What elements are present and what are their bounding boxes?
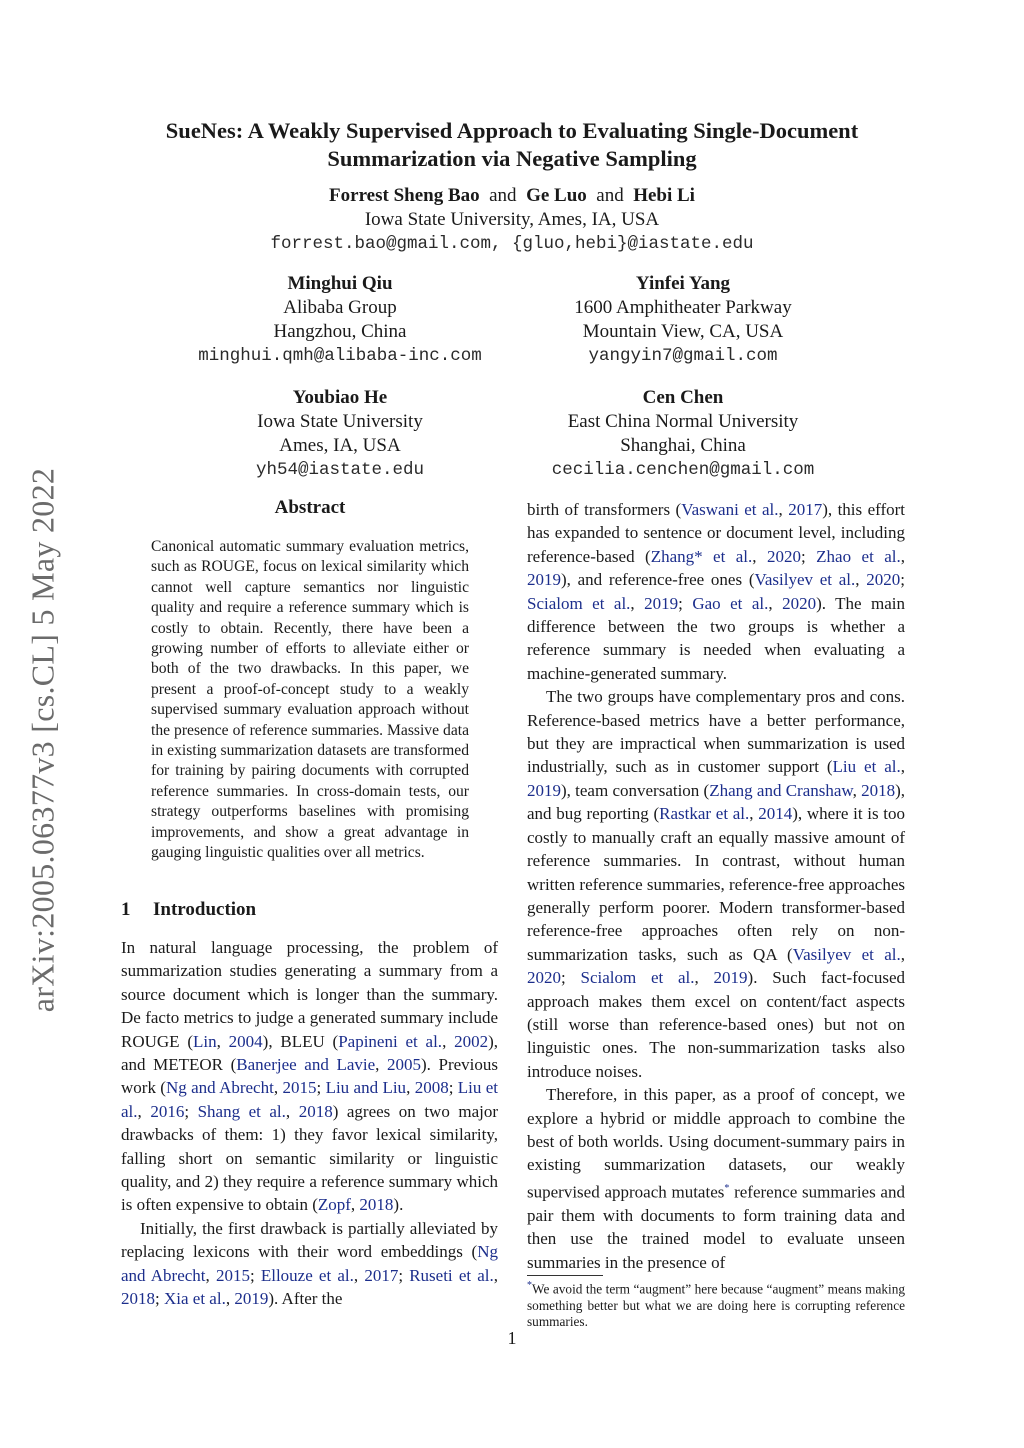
citation-link[interactable]: 2002: [454, 1031, 489, 1051]
text-run: ). Previous work (: [121, 1055, 499, 1098]
citation-link[interactable]: 2020: [527, 968, 561, 988]
citation-link[interactable]: 2015: [215, 1265, 250, 1285]
text-run: ,: [900, 757, 905, 777]
text-run: ,: [353, 1265, 365, 1285]
text-run: ), BLEU (: [262, 1031, 339, 1051]
footnote-ref[interactable]: *: [724, 1182, 730, 1194]
text-run: ;: [398, 1265, 410, 1285]
citation-link[interactable]: Ellouze et al.: [260, 1265, 354, 1285]
text-run: ,: [137, 1101, 151, 1121]
text-run: ,: [375, 1055, 387, 1075]
text-run: ;: [448, 1078, 458, 1098]
text-run: ,: [852, 780, 862, 800]
text-run: ,: [694, 968, 714, 988]
citation-link[interactable]: 2014: [758, 804, 793, 824]
paper-title: [80, 117, 944, 173]
citation-link[interactable]: 2019: [527, 570, 561, 590]
text-run: ,: [630, 593, 645, 613]
arxiv-sidebar-stamp: [24, 440, 61, 1040]
text-run: ,: [205, 1265, 216, 1285]
citation-link[interactable]: 2019: [527, 780, 561, 800]
author-name: Ge Luo: [526, 185, 587, 206]
citation-link[interactable]: 2020: [866, 570, 901, 590]
text-run: ), and reference-free ones (: [561, 570, 755, 590]
text-run: ,: [406, 1078, 415, 1098]
text-run: ,: [285, 1101, 299, 1121]
author-name: Hebi Li: [633, 185, 695, 206]
primary-affiliation: Iowa State University, Ames, IA, USA: [364, 209, 660, 230]
coauthor-affiliation: Alibaba Group: [283, 297, 397, 318]
author-name: Forrest Sheng Bao: [329, 185, 480, 206]
primary-emails: forrest.bao@gmail.com, {gluo,hebi}@iastate.edu: [270, 234, 754, 254]
citation-link[interactable]: Liu and Liu: [325, 1078, 407, 1098]
citation-link[interactable]: Vaswani et al.: [681, 500, 779, 519]
citation-link[interactable]: 2018: [861, 780, 896, 800]
text-run: ,: [900, 944, 905, 964]
text-run: ). Such fact-focused approach makes them excel on content/fact aspects (still worse than reference-based ones) but not on linguistic ones. The non-summarization tasks also introduce noises.: [527, 968, 905, 1081]
coauthor-email: yangyin7@gmail.com: [588, 346, 778, 366]
section-heading: [121, 899, 256, 921]
text-run: In natural language processing, the problem of summarization studies generating a summary from a source document which is longer than the summary. De facto metrics to judge a generated summary include ROUGE (: [121, 938, 498, 1051]
citation-link[interactable]: 2008: [414, 1078, 449, 1098]
coauthor-location: Ames, IA, USA: [279, 435, 401, 456]
text-run: ).: [393, 1195, 404, 1215]
text-run: ,: [225, 1289, 235, 1309]
coauthor-block: [463, 272, 903, 368]
coauthor-affiliation: Iowa State University: [257, 411, 423, 432]
footnote-rule: [527, 1275, 603, 1276]
right-column-body: [527, 498, 905, 1274]
citation-link[interactable]: Zhang* et al.: [650, 546, 753, 566]
coauthor-name: Minghui Qiu: [287, 273, 393, 294]
citation-link[interactable]: Ng and Abrecht: [165, 1078, 274, 1098]
citation-link[interactable]: Scialom et al.: [580, 968, 695, 988]
citation-link[interactable]: Vasilyev et al.: [792, 944, 901, 964]
coauthor-email: cecilia.cenchen@gmail.com: [551, 460, 815, 480]
text-run: ). After the: [268, 1289, 343, 1309]
section-number: 1: [121, 899, 131, 920]
citation-link[interactable]: Ruseti et al.: [409, 1265, 494, 1285]
citation-link[interactable]: Lin: [193, 1031, 217, 1051]
text-run: ), and bug reporting (: [527, 780, 905, 824]
paragraph: [121, 936, 498, 1217]
text-run: birth of transformers (: [527, 500, 682, 519]
text-run: ;: [155, 1289, 164, 1309]
citation-link[interactable]: 2017: [364, 1265, 399, 1285]
citation-link[interactable]: 2018: [359, 1195, 394, 1215]
text-run: ,: [493, 1265, 499, 1285]
citation-link[interactable]: 2004: [228, 1031, 263, 1051]
text-run: ), this effort has expanded to sentence or document level, including reference-based (: [527, 500, 906, 566]
citation-link[interactable]: 2017: [788, 500, 823, 519]
citation-link[interactable]: 2020: [767, 546, 801, 566]
citation-link[interactable]: 2016: [150, 1101, 185, 1121]
paragraph: [527, 498, 905, 685]
title-line-2: Summarization via Negative Sampling: [327, 146, 697, 171]
text-run: ) agrees on two major drawbacks of them: 1) they favor lexical similarity, falling short on semantic similarity or linguistic quality, and 2) they require a reference summary which is often expensive to obtain (: [121, 1101, 499, 1215]
citation-link[interactable]: Vasilyev et al.: [754, 570, 856, 590]
text-run: reference summaries and pair them with documents to form training data and then use the trained model to evaluate unseen summaries in the presence of: [527, 1182, 905, 1272]
citation-link[interactable]: Banerjee and Lavie: [236, 1055, 376, 1075]
title-line-1: SueNes: A Weakly Supervised Approach to Evaluating Single-Document: [165, 118, 859, 143]
text-run: ,: [778, 500, 789, 519]
coauthor-location: Hangzhou, China: [273, 321, 407, 342]
citation-link[interactable]: Zhao et al.: [816, 546, 901, 566]
text-run: ), team conversation (: [561, 780, 710, 800]
text-run: ,: [900, 546, 906, 566]
paragraph: [121, 1217, 498, 1311]
citation-link[interactable]: 2019: [234, 1289, 269, 1309]
text-run: ;: [184, 1101, 198, 1121]
citation-link[interactable]: 2018: [298, 1101, 333, 1121]
citation-link[interactable]: 2019: [644, 593, 679, 613]
paragraph: [527, 685, 905, 1083]
text-run: ,: [350, 1195, 360, 1215]
page-number: 1: [507, 1328, 517, 1348]
section-title: Introduction: [153, 899, 257, 920]
citation-link[interactable]: Zopf: [317, 1195, 351, 1215]
text-run: Therefore, in this paper, as a proof of concept, we explore a hybrid or middle approach to combine the best of both worlds. Using document-summary pairs in existing summarization datasets, our weakly supervised approach mutates: [527, 1085, 905, 1202]
text-run: ,: [768, 593, 783, 613]
citation-link[interactable]: 2005: [387, 1055, 421, 1075]
citation-link[interactable]: Scialom et al.: [527, 593, 631, 613]
coauthor-location: Mountain View, CA, USA: [582, 321, 784, 342]
citation-link[interactable]: 2019: [713, 968, 748, 988]
text-run: ,: [216, 1031, 229, 1051]
abstract-heading: Abstract: [274, 497, 346, 518]
paragraph: [527, 1083, 905, 1274]
citation-link[interactable]: Rastkar et al.: [659, 804, 750, 824]
coauthor-name: Youbiao He: [292, 387, 388, 408]
text-run: ), where it is too costly to manually craft an equally massive amount of reference summaries. In contrast, without human written reference summaries, reference-free approaches generally perform poorer. Modern transformer-based reference-free approaches often rely on non-summarization tasks, such as QA (: [527, 804, 906, 964]
citation-link[interactable]: Liu et al.: [121, 1078, 499, 1121]
citation-link[interactable]: Shang et al.: [197, 1101, 286, 1121]
citation-link[interactable]: Papineni et al.: [338, 1031, 443, 1051]
text-run: ,: [273, 1078, 283, 1098]
left-column-body: [121, 936, 498, 1311]
footnote-mark: *: [527, 1280, 532, 1291]
citation-link[interactable]: Xia et al.: [163, 1289, 226, 1309]
text-run: ,: [749, 804, 759, 824]
text-run: Initially, the first drawback is partially alleviated by replacing lexicons with their word embeddings (: [121, 1218, 498, 1262]
coauthor-affiliation: 1600 Amphitheater Parkway: [574, 297, 792, 318]
footnote: [527, 1278, 905, 1331]
coauthor-email: minghui.qmh@alibaba-inc.com: [198, 346, 482, 366]
coauthor-block: [463, 386, 903, 482]
citation-link[interactable]: Gao et al.: [692, 593, 769, 613]
citation-link[interactable]: Ng and Abrecht: [121, 1242, 498, 1285]
citation-link[interactable]: Zhang and Cranshaw: [709, 780, 853, 800]
arxiv-id: arXiv:2005.06377v3 [cs.CL] 5 May 2022: [24, 467, 61, 1013]
abstract-text: Canonical automatic summary evaluation metrics, such as ROUGE, focus on lexical similarity which cannot well capture semantics nor linguistic quality and require a reference summary which is costly to obtain. Recently, there have been a growing number of efforts to alleviate either or both of the two drawbacks. In this paper, we present a proof-of-concept study to a weakly supervised summary evaluation approach without the presence of reference summaries. Massive data in existing summarization datasets are transformed for training by pairing documents with corrupted reference summaries. In cross-domain tests, our strategy outperforms baselines with promising improvements, and show a great advantage in gauging linguistic qualities over all metrics.: [151, 538, 469, 862]
citation-link[interactable]: 2020: [782, 593, 817, 613]
text-run: ,: [442, 1031, 455, 1051]
text-run: ,: [855, 570, 867, 590]
citation-link[interactable]: 2015: [282, 1078, 317, 1098]
coauthor-location: Shanghai, China: [620, 435, 746, 456]
coauthor-email: yh54@iastate.edu: [255, 460, 425, 480]
text-run: ;: [900, 570, 905, 590]
text-run: ;: [249, 1265, 261, 1285]
coauthor-affiliation: East China Normal University: [567, 411, 799, 432]
coauthor-name: Cen Chen: [642, 387, 724, 408]
text-run: ,: [752, 546, 767, 566]
citation-link[interactable]: 2018: [121, 1289, 155, 1309]
text-run: ;: [561, 968, 581, 988]
text-run: ;: [678, 593, 693, 613]
coauthor-name: Yinfei Yang: [635, 273, 731, 294]
author-conjunction: and: [596, 185, 624, 206]
text-run: ). The main difference between the two groups is whether a reference summary is needed when evaluating a machine-generated summary.: [527, 593, 906, 683]
text-run: ;: [801, 546, 817, 566]
primary-authors: [80, 183, 944, 256]
text-run: ;: [316, 1078, 326, 1098]
primary-author-names: [80, 183, 944, 208]
text-run: The two groups have complementary pros and cons. Reference-based metrics have a better performance, but they are impractical when summarization is used industrially, such as in customer support (: [527, 687, 905, 777]
citation-link[interactable]: Liu et al.: [832, 757, 901, 777]
text-run: ), and METEOR (: [121, 1031, 499, 1075]
footnote-text: We avoid the term “augment” here because “augment” means making something better but what we are doing here is corrupting reference summaries.: [527, 1281, 905, 1330]
author-conjunction: and: [489, 185, 517, 206]
